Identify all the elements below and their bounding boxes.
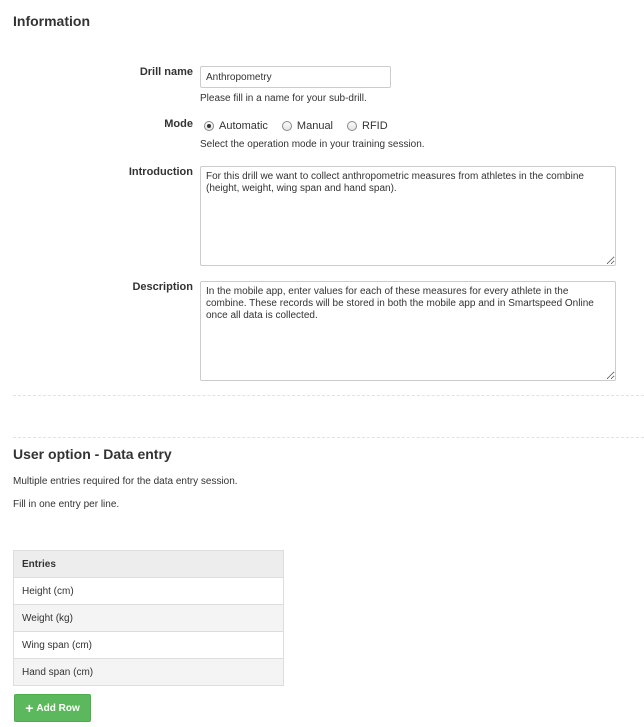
table-row[interactable] xyxy=(14,605,284,632)
mode-radio-group xyxy=(204,120,402,132)
entries-column-header: Entries xyxy=(14,551,284,578)
divider xyxy=(13,395,644,396)
description-textarea[interactable] xyxy=(200,281,616,381)
introduction-label: Introduction xyxy=(128,166,193,178)
radio-unchecked-icon[interactable] xyxy=(282,121,292,131)
table-header-row xyxy=(14,551,284,578)
data-entry-description: Multiple entries required for the data entry session. xyxy=(13,476,238,487)
entry-cell[interactable]: Hand span (cm) xyxy=(14,659,284,686)
radio-checked-icon[interactable] xyxy=(204,121,214,131)
mode-label: Mode xyxy=(164,118,193,130)
add-row-button[interactable] xyxy=(14,694,91,722)
entries-table xyxy=(13,550,284,686)
table-row[interactable] xyxy=(14,578,284,605)
entry-cell[interactable]: Wing span (cm) xyxy=(14,632,284,659)
section-title-information: Information xyxy=(13,13,90,29)
table-row[interactable] xyxy=(14,632,284,659)
introduction-textarea[interactable] xyxy=(200,166,616,266)
description-label: Description xyxy=(132,281,193,293)
mode-help: Select the operation mode in your training session. xyxy=(200,139,425,150)
entry-cell[interactable]: Weight (kg) xyxy=(14,605,284,632)
mode-option-label: RFID xyxy=(362,120,388,132)
drill-name-label: Drill name xyxy=(139,66,193,78)
mode-option-label: Automatic xyxy=(219,120,268,132)
divider xyxy=(13,437,644,438)
drill-name-input[interactable] xyxy=(200,66,391,88)
add-row-label: Add Row xyxy=(36,702,80,714)
data-entry-instruction: Fill in one entry per line. xyxy=(13,499,120,510)
entry-cell[interactable]: Height (cm) xyxy=(14,578,284,605)
mode-radio-automatic[interactable] xyxy=(204,120,268,132)
mode-radio-rfid[interactable] xyxy=(347,120,388,132)
mode-option-label: Manual xyxy=(296,120,333,132)
radio-unchecked-icon[interactable] xyxy=(347,121,357,131)
section-title-data-entry: User option - Data entry xyxy=(13,446,172,462)
table-row[interactable] xyxy=(14,659,284,686)
drill-name-help: Please fill in a name for your sub-drill. xyxy=(200,93,367,104)
plus-icon: + xyxy=(25,700,34,716)
mode-radio-manual[interactable] xyxy=(282,120,333,132)
